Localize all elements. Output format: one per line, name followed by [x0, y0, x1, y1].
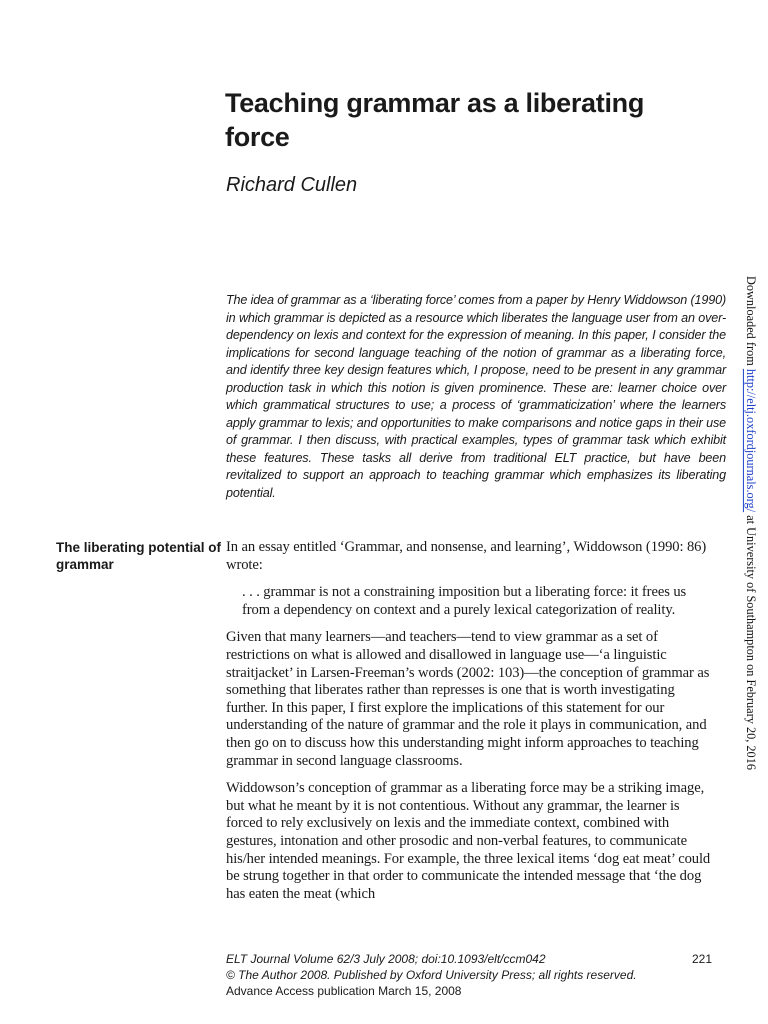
body-paragraph-3: Widdowson’s conception of grammar as a liberating force may be a striking image, but what he meant by it is not contentious. Without any grammar, the learner is forced to rely exclusively on lexis and the immediate context, combined with gestures, intonation and other prosodic and non-verbal features, to communicate his/her intended meanings. For example, the three lexical items ‘dog eat meat’ could be strung together in that order to communicate the intended message that ‘the dog has eaten the meat (which: [226, 780, 711, 902]
download-source-link[interactable]: http://eltj.oxfordjournals.org/: [744, 368, 758, 513]
article-author: Richard Cullen: [226, 174, 358, 196]
article-title: Teaching grammar as a liberating force: [225, 88, 645, 152]
advance-access-line: Advance Access publication March 15, 2008: [226, 984, 462, 998]
journal-citation: ELT Journal Volume 62/3 July 2008; doi:10.1093/elt/ccm042: [226, 952, 546, 966]
download-suffix: at University of Southampton on February 20, 2016: [744, 512, 758, 770]
body-paragraph-2: Given that many learners—and teachers—tend to view grammar as a set of restrictions on what is allowed and disallowed in language use—‘a linguistic straitjacket’ in Larsen-Freeman’s words (2002: 103)—the conception of grammar as something that liberates rather than represses is one that is worth investigating further. In this paper, I first explore the implications of this statement for our understanding of the nature of grammar and the role it plays in communication, and then go on to discuss how this understanding might inform approaches to teaching grammar in second language classrooms.: [226, 629, 710, 769]
article-abstract: The idea of grammar as a ‘liberating force’ comes from a paper by Henry Widdowson (1990) in which grammar is depicted as a resource which liberates the language user from an over-dependency on lexis and context for the expression of meaning. In this paper, I consider the implications for second language teaching of the notion of grammar as a liberating force, and identify three key design features which, I propose, need to be present in any grammar production task in which this notion is given prominence. These are: learner choice over which grammatical structures to use; a process of ‘grammaticization’ where the learners apply grammar to lexis; and opportunities to make comparisons and notice gaps in their use of grammar. I then discuss, with practical examples, types of grammar task which exhibit these features. These tasks all derive from traditional ELT practice, but have been revitalized to support an approach to teaching grammar which emphasizes its liberating potential.: [226, 293, 726, 500]
section-body: [226, 539, 716, 913]
page-footer: [226, 951, 716, 999]
block-quote: . . . grammar is not a constraining imposition but a liberating force: it frees us from a dependency on context and a purely lexical categorization of reality.: [242, 584, 687, 618]
download-watermark: [744, 276, 758, 770]
copyright-line: © The Author 2008. Published by Oxford University Press; all rights reserved.: [226, 968, 637, 982]
download-prefix: Downloaded from: [744, 276, 758, 369]
page-number: 221: [692, 952, 713, 966]
body-paragraph-1: In an essay entitled ‘Grammar, and nonsense, and learning’, Widdowson (1990: 86) wrote:: [226, 539, 707, 573]
section-heading: The liberating potential of grammar: [56, 540, 221, 572]
